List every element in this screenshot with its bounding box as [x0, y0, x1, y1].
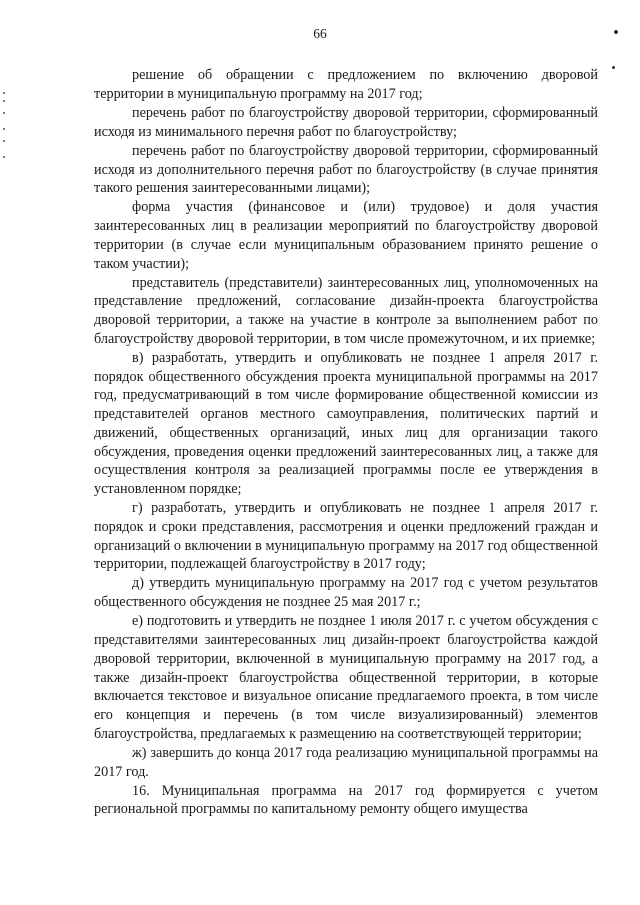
paragraph: представитель (представители) заинтересованных лиц, уполномоченных на представление предложений, согласование дизайн-проекта благоустройства дворовой территории, а также на участие в контроле за выполнением работ по благоустройству дворовой территории, в том числе промежуточном, и их приемке; — [94, 274, 598, 347]
paragraph: форма участия (финансовое и (или) трудовое) и доля участия заинтересованных лиц в реализации мероприятий по благоустройству дворовой территории (в случае если муниципальным образованием принято решение о таком участии); — [94, 199, 598, 272]
paragraph: решение об обращении с предложением по включению дворовой территории в муниципальную программу на 2017 год; — [94, 67, 598, 102]
scan-mark — [614, 30, 618, 34]
scan-mark — [612, 66, 615, 69]
paragraph: е) подготовить и утвердить не позднее 1 июля 2017 г. с учетом обсуждения с представителями заинтересованных лиц дизайн-проект благоустройства каждой дворовой территории, включенной в муниципальную программу на 2017 год, а также дизайн-проект благоустройства общественной территории, в которые включается текстовое и визуальное описание предлагаемого проекта, в том числе его концепция и перечень (в том числе визуализированный) элементов благоустройства, предлагаемых к размещению на соответствующей территории; — [94, 613, 598, 742]
paragraph: 16. Муниципальная программа на 2017 год формируется с учетом региональной программы по капитальному ремонту общего имущества — [94, 782, 598, 818]
paragraph: г) разработать, утвердить и опубликовать не позднее 1 апреля 2017 г. порядок и сроки представления, рассмотрения и оценки предложений граждан и организаций о включении в муниципальную программу на 2017 год общественной территории, подлежащей благоустройству в 2017 году; — [94, 500, 598, 573]
paragraph: перечень работ по благоустройству дворовой территории, сформированный исходя из дополнительного перечня работ по благоустройству (в случае принятия такого решения заинтересованными лицами); — [94, 142, 598, 197]
paragraph: ж) завершить до конца 2017 года реализацию муниципальной программы на 2017 год. — [94, 744, 598, 780]
paragraph: в) разработать, утвердить и опубликовать не позднее 1 апреля 2017 г. порядок общественного обсуждения проекта муниципальной программы на 2017 год, предусматривающий в том числе формирование общественной комиссии из представителей органов местного самоуправления, политических партий и движений, общественных организаций, иных лиц для организации такого обсуждения, проведения оценки предложений заинтересованных лиц, а также для осуществления контроля за реализацией программы после ее утверждения в установленном порядке; — [94, 350, 598, 497]
paragraph: д) утвердить муниципальную программу на 2017 год с учетом результатов общественного обсуждения не позднее 25 мая 2017 г.; — [94, 575, 598, 611]
paragraph: перечень работ по благоустройству дворовой территории, сформированный исходя из минимального перечня работ по благоустройству; — [94, 104, 598, 140]
document-body — [94, 66, 598, 820]
page-number: 66 — [313, 26, 327, 41]
